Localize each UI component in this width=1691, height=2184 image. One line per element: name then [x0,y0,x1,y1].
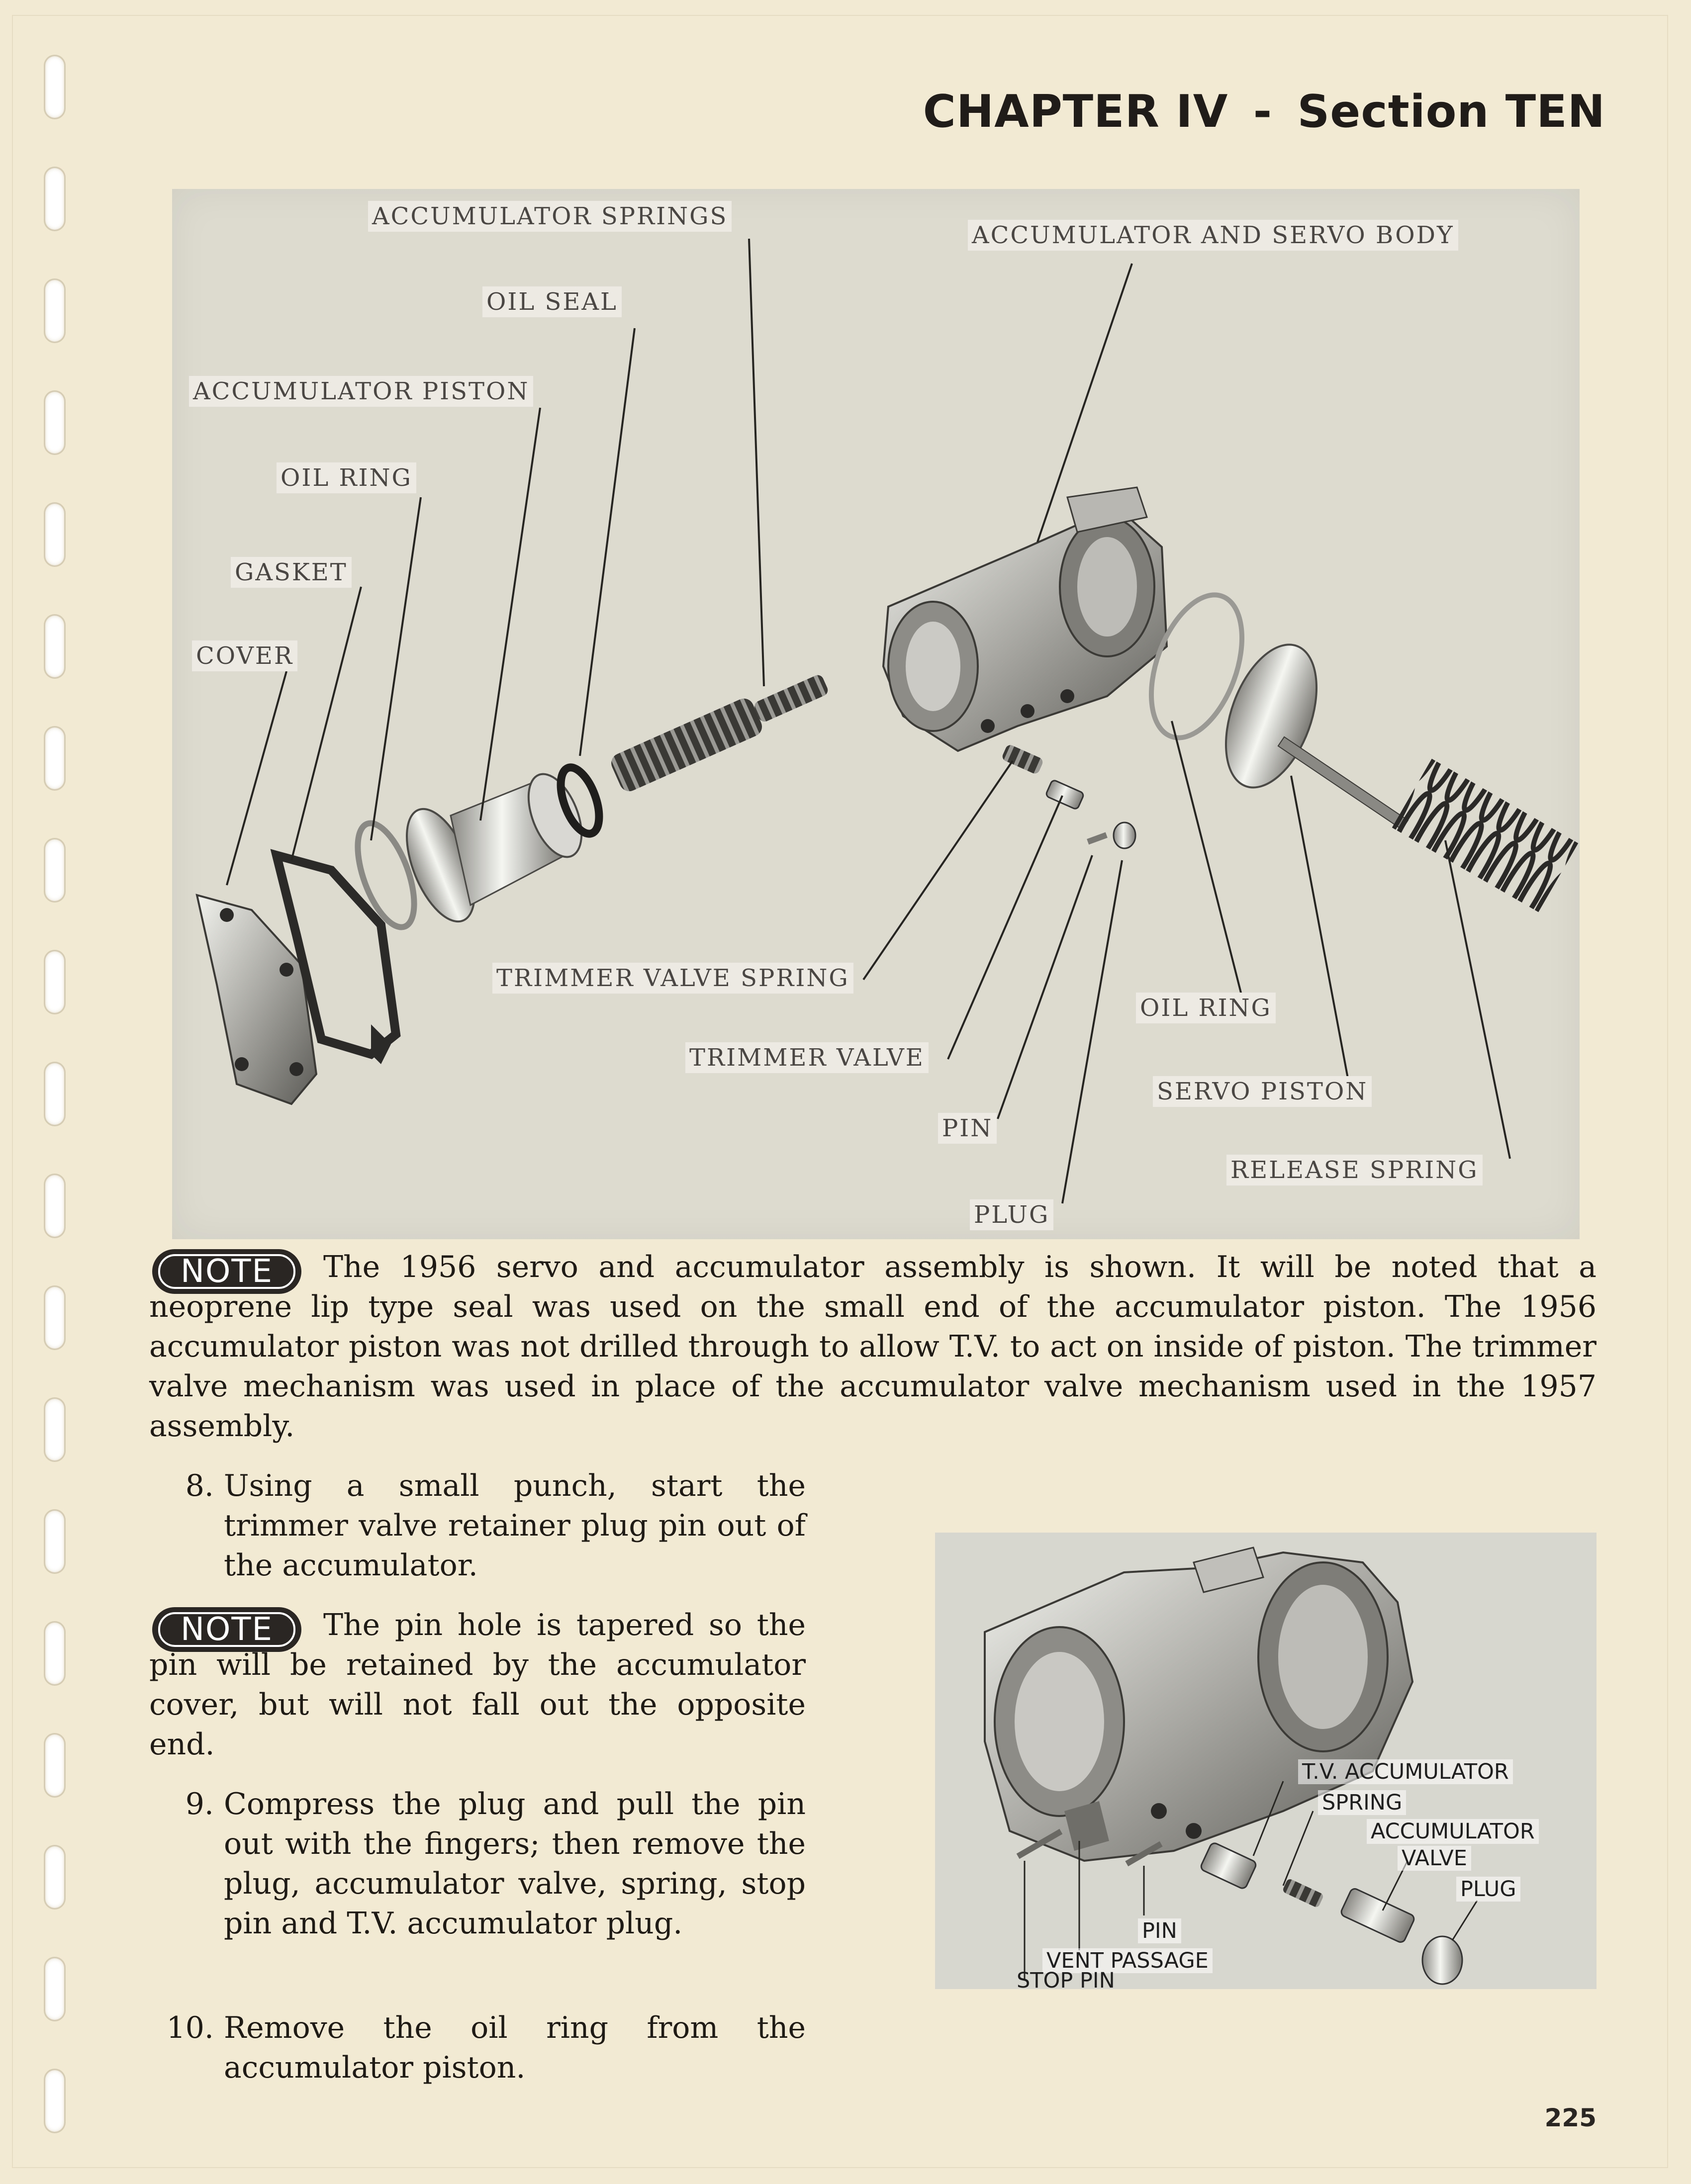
step-text: Compress the plug and pull the pin out with the fingers; then remove the plug, accumulator valve, spring, stop pin and T.V. accumulator plug. [224,1787,806,1941]
label-plug: PLUG [970,1199,1053,1230]
section-title: Section TEN [1297,86,1605,138]
binder-hole [44,502,66,567]
chapter-header [923,86,1605,138]
label-accumulator-valve-line1: ACCUMULATOR [1367,1819,1539,1844]
binder-hole [44,167,66,231]
binder-hole [44,838,66,903]
label-pin: PIN [938,1113,997,1144]
binder-hole [44,1285,66,1350]
label-servo-piston: SERVO PISTON [1153,1076,1372,1107]
chapter-title: CHAPTER IV [923,86,1228,138]
exploded-view-photo [172,189,1580,1239]
accumulator-servo-body-part [883,487,1167,751]
binder-hole [44,1062,66,1126]
note2-text-block [149,1605,806,1764]
label-pin-small: PIN [1138,1918,1181,1943]
label-oil-seal: OIL SEAL [482,286,622,317]
binder-hole [44,1957,66,2021]
note1-text-block [149,1247,1597,1446]
note1-text: The 1956 servo and accumulator assembly is shown. It will be noted that a neoprene lip type seal was used on the small end of the accumulator piston. The 1956 accumulator piston was not drilled through to allow T.V. to act on inside of piston. The trimmer valve mechanism was used in place of the accumulator valve mechanism used in the 1957 assembly. [149,1250,1597,1444]
label-tv-accumulator: T.V. ACCUMULATOR [1298,1759,1513,1784]
label-cover: COVER [192,640,297,671]
label-accumulator-springs: ACCUMULATOR SPRINGS [368,201,732,232]
label-accumulator-piston: ACCUMULATOR PISTON [189,376,533,407]
binder-hole [44,950,66,1014]
binder-hole [44,2069,66,2133]
accumulator-springs-part [608,665,834,794]
binder-hole [44,278,66,343]
accumulator-body-part [985,1547,1412,1866]
label-oil-ring-left: OIL RING [277,462,416,493]
label-accumulator-servo-body: ACCUMULATOR AND SERVO BODY [968,220,1458,251]
step-number: 8. [185,1468,214,1503]
note2-text: The pin hole is tapered so the pin will be retained by the accumulator cover, but will not fall out the opposite end. [149,1608,806,1762]
label-plug-small: PLUG [1456,1877,1520,1902]
label-trimmer-valve-spring: TRIMMER VALVE SPRING [492,963,853,994]
note-badge-label: NOTE [181,1253,273,1290]
header-separator: - [1253,86,1273,138]
binder-hole [44,1845,66,1910]
label-accumulator-valve-line2: VALVE [1398,1846,1471,1871]
binder-hole [44,55,66,119]
label-oil-ring-right: OIL RING [1136,993,1276,1023]
release-spring-part [1392,759,1578,912]
binder-hole [44,1621,66,1686]
label-stop-pin: STOP PIN [1017,1968,1115,1993]
binder-hole [44,390,66,455]
step-number: 10. [166,2010,214,2045]
label-trimmer-valve: TRIMMER VALVE [685,1042,929,1073]
binder-hole [44,726,66,791]
page-number: 225 [1544,2103,1597,2132]
label-spring: SPRING [1318,1790,1406,1815]
step-number: 9. [185,1787,214,1821]
label-release-spring: RELEASE SPRING [1226,1155,1483,1185]
binder-hole [44,1397,66,1462]
note-badge-label: NOTE [181,1611,273,1648]
binder-hole [44,1733,66,1798]
binder-hole [44,614,66,679]
trimmer-parts [1001,743,1135,848]
label-vent-passage: VENT PASSAGE [1042,1948,1213,1973]
step-text: Remove the oil ring from the accumulator piston. [224,2010,806,2085]
accumulator-body-photo [935,1533,1597,1993]
step-text: Using a small punch, start the trimmer valve retainer plug pin out of the accumulator. [224,1468,806,1583]
binder-hole [44,1174,66,1238]
binder-hole [44,1509,66,1574]
binder-holes [44,0,74,2184]
label-gasket: GASKET [231,557,352,588]
